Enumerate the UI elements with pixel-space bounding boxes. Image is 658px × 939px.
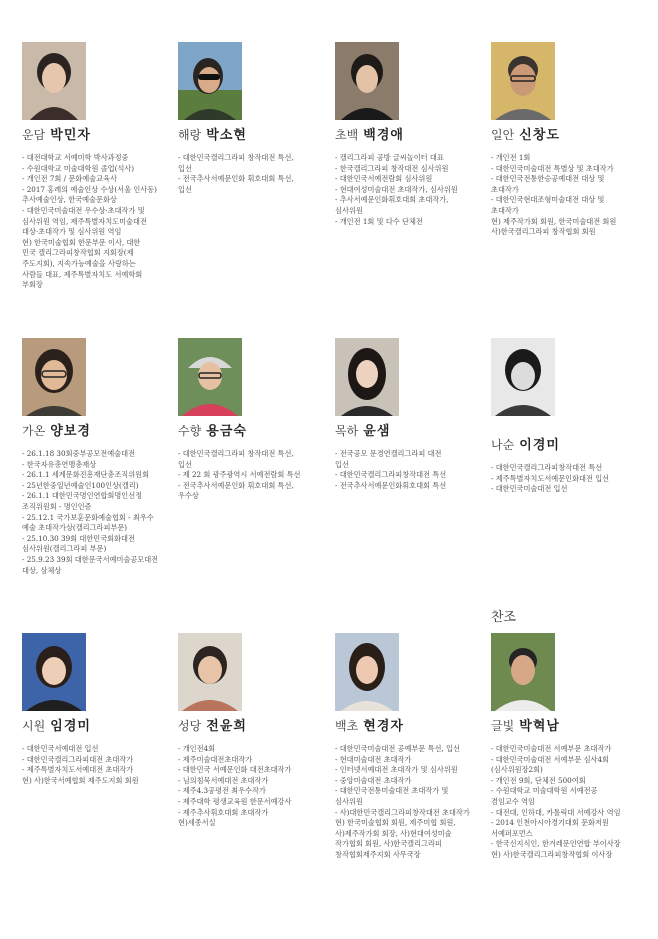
bio-line: 서예퍼포먼스 <box>491 828 533 838</box>
artist-bio <box>22 744 172 786</box>
artist-name: 용금숙 <box>206 424 247 439</box>
artist-name: 박혁남 <box>519 719 560 734</box>
bio-line: - 님의침묵서예대전 초대작가 <box>178 775 269 785</box>
bio-line: - 25.12.1 국가보훈문화예술협회 - 최우수 <box>22 512 154 522</box>
bio-line: - 추사서예문인화휘호대회 초대작가, <box>335 195 449 205</box>
artist-pen-name: 초백 <box>335 128 359 142</box>
bio-line: - 대한민국캘리그라피대전 초대작가 <box>22 754 134 764</box>
bio-line: 민국 캘리그라피창작협회 지회장(제 <box>22 248 134 258</box>
bio-line: 주도지회), 지속가능예술을 사랑하는 <box>22 258 136 268</box>
bio-line: - 대한민국미술대전 우수상·초대작가 및 <box>22 205 145 215</box>
bio-line: 대상·초대작가 및 심사위원 역임 <box>22 227 122 237</box>
bio-line: 사)한국캘리그라피 창작협회 회원 <box>491 227 596 237</box>
bio-line: - 캘리그라피 공방 글씨놀이터 대표 <box>335 153 444 162</box>
artist-bio <box>22 449 172 576</box>
artist-card <box>491 338 641 495</box>
artist-name: 박소현 <box>206 128 247 143</box>
artist-bio <box>335 153 485 227</box>
artist-pen-name: 나순 <box>491 438 515 452</box>
bio-line: - 2014 인천아시아경기대회 문화저원 <box>491 818 609 828</box>
artist-photo <box>178 633 242 711</box>
bio-line: - 26.1.1 세계문화진흥재단총조직위원회 <box>22 470 150 480</box>
bio-line: - 25.10.30 39회 대한민국회화대전 <box>22 533 135 543</box>
artist-pen-name: 가온 <box>22 424 46 438</box>
bio-line: 심사위원(캘리그라피 부문) <box>22 544 107 554</box>
bio-line: - 현대미술대전 초대작가 <box>335 754 412 764</box>
artist-photo <box>335 633 399 711</box>
bio-line: 심사위원 <box>335 796 363 806</box>
bio-line: - 수원대학교 미술대학원 서예전공 <box>491 786 598 796</box>
artist-pen-name: 성당 <box>178 719 202 733</box>
artist-card <box>335 338 485 491</box>
bio-line: - 중앙미술대전 초대작가 <box>335 775 412 785</box>
bio-line: - 현대여성미술대전 초대작가, 심사위원 <box>335 184 458 194</box>
bio-line: 예술 초대작가상(캘리그라피부문) <box>22 523 128 533</box>
artist-photo <box>178 42 242 120</box>
bio-line: - 전국추사서예문인화휘호대회 특선 <box>335 480 447 490</box>
artist-photo <box>335 338 399 416</box>
bio-line: 부회장 <box>22 280 43 290</box>
artist-card <box>335 42 485 227</box>
artist-pen-name: 시원 <box>22 719 46 733</box>
artist-card <box>22 633 172 786</box>
bio-line: - 2017 홍례의 예술인상 수상(서울 인사동) <box>22 184 157 194</box>
artist-bio <box>178 449 328 502</box>
bio-line: - 개인전 1회 <box>491 153 531 162</box>
bio-line: - 대한민국전통한승공예대전 대상 및 <box>491 174 605 184</box>
bio-line: - 대한민국캘리그라피창작대전 특선 <box>491 463 603 472</box>
bio-line: - 전국추사서예문인화 휘호대회 특선, <box>178 174 294 184</box>
bio-line: - 26.1.1 대한민국명인연합회명인선정 <box>22 491 143 501</box>
artist-card <box>178 633 328 829</box>
bio-line: - 한국자유총연맹총재상 <box>22 459 97 469</box>
bio-line: - 대한민국미술대전 서예부문 심사4회 <box>491 754 610 764</box>
artist-pen-name: 운담 <box>22 128 46 142</box>
bio-line: - 전국추사서예문인화 휘호대회 특선, <box>178 480 294 490</box>
artist-card <box>22 338 172 576</box>
bio-line: - 제주미술대전초대작가 <box>178 754 253 764</box>
bio-line: - 개인전 7회 / 문화예술교육사 <box>22 174 117 184</box>
artist-pen-name: 목하 <box>335 424 359 438</box>
bio-line: - 한국캘리그라피 창작대전 심사위원 <box>335 163 449 173</box>
bio-line: - 제주특별자치도서예대전 초대작가 <box>22 765 134 775</box>
bio-line: 현) 사)한국캘리그라피창작협회 이사장 <box>491 849 613 859</box>
bio-line: 작가협회 회원, 사)한국캘리그라피 <box>335 839 442 849</box>
bio-line: - 대한민국미술대전 특별상 및 초대작가 <box>491 163 614 173</box>
bio-line: - 대한민국미술대전 공예부문 특선, 입선 <box>335 744 460 753</box>
bio-line: 입선 <box>178 163 192 173</box>
artist-pen-name: 백초 <box>335 719 359 733</box>
artist-photo <box>491 42 555 120</box>
bio-line: - 개인전 9회, 단체전 500여회 <box>491 775 586 785</box>
artist-photo <box>491 633 555 711</box>
bio-line: 심사위원 <box>335 205 363 215</box>
artist-bio <box>22 153 172 291</box>
bio-line: 사람들 대표, 제주특별자치도 서예학회 <box>22 269 143 279</box>
artist-bio <box>491 744 641 861</box>
bio-line: - 대한민국캘리그라피 창작대전 특선, <box>178 153 294 162</box>
artist-card <box>22 42 172 291</box>
artist-pen-name: 글빛 <box>491 719 515 733</box>
bio-line: - 대한민국미술대전 서예부문 초대작가 <box>491 744 612 753</box>
artist-bio <box>335 744 485 861</box>
bio-line: (심사위원장2회) <box>491 765 543 775</box>
bio-line: 초대작가 <box>491 184 519 194</box>
bio-line: - 25년한중일년예술인100인상(캘리) <box>22 480 139 490</box>
artist-card <box>491 633 641 861</box>
bio-line: - 대한민국전통미술대전 초대작가 및 <box>335 786 449 796</box>
bio-line: 겸임교수 역임 <box>491 796 535 806</box>
bio-line: - 수원대학교 미술대학원 졸업(석사) <box>22 163 135 173</box>
artist-name: 윤샘 <box>363 424 391 439</box>
bio-line: 현)세종서실 <box>178 818 216 828</box>
bio-line: 현) 사)한국서예협회 제주도지회 회원 <box>22 775 139 785</box>
bio-line: 현) 한국미술협회 회원, 제주미협 회원, <box>335 818 456 828</box>
artist-pen-name: 일안 <box>491 128 515 142</box>
bio-line: - 제 22 회 광주광역시 서예전람회 특선 <box>178 470 301 480</box>
artist-card <box>178 338 328 502</box>
artist-name: 백경애 <box>363 128 404 143</box>
bio-line: 입선 <box>178 459 192 469</box>
bio-line: - 25.9.23 39회 대한문국서예미술공모대전 <box>22 554 159 564</box>
bio-line: - 대한민국캘리그라피창작대전 특선 <box>335 470 447 480</box>
artist-name: 전윤희 <box>206 719 247 734</box>
bio-line: - 26.1.18 30회중부공모전예술대전 <box>22 449 136 458</box>
bio-line: 추사예술인상, 한국예술문화상 <box>22 195 117 205</box>
bio-line: - 한국신지식인, 한겨레문인연합 부이사장 <box>491 839 621 849</box>
artist-card <box>178 42 328 195</box>
bio-line: 창작협회제주지회 사무국장 <box>335 849 421 859</box>
section-label-sponsor: 찬조 <box>491 610 517 625</box>
bio-line: 심사위원 역임, 제주특별자치도미술대전 <box>22 216 147 226</box>
bio-line: - 인터넷서예대전 초대작가 및 심사위원 <box>335 765 458 775</box>
bio-line: - 개인전4회 <box>178 744 216 753</box>
bio-line: - 대전대학교 서예미학 박사과정중 <box>22 153 129 162</box>
artist-name: 신창도 <box>519 128 560 143</box>
bio-line: - 전국공모 문경연캘리그라피 대전 <box>335 449 442 458</box>
bio-line: 우수상 <box>178 491 199 501</box>
artist-photo <box>22 338 86 416</box>
artist-bio <box>491 463 641 495</box>
artist-pen-name: 해랑 <box>178 128 202 142</box>
artist-pen-name: 수향 <box>178 424 202 438</box>
bio-line: - 제주특별자치도서예문인화대전 입선 <box>491 473 610 483</box>
artist-card <box>491 42 641 238</box>
artist-bio <box>178 744 328 829</box>
bio-line: - 제주4.3공평전 최우수작가 <box>178 786 266 796</box>
bio-line: - 대한민국서예대전 입선 <box>22 744 99 753</box>
artist-photo <box>491 338 555 416</box>
bio-line: 초대작가 <box>491 205 519 215</box>
bio-line: 현) 한국미술협회 한문부문 이사, 대한 <box>22 237 141 247</box>
artist-name: 이경미 <box>519 438 560 453</box>
bio-line: 현) 제주작가회 회원, 한국미술대전 회원 <box>491 216 617 226</box>
bio-line: - 대한민국서예전람회 심사위원 <box>335 174 433 184</box>
artist-photo <box>22 42 86 120</box>
artist-bio <box>178 153 328 195</box>
bio-line: - 대한민국캘리그라피 창작대전 특선, <box>178 449 294 458</box>
artist-card <box>335 633 485 861</box>
artist-photo <box>335 42 399 120</box>
bio-line: - 개인전 1회 및 다수 단체전 <box>335 216 423 226</box>
artist-bio <box>335 449 485 491</box>
bio-line: - 대전대, 인하대, 카톨릭대 서예강사 역임 <box>491 807 621 817</box>
bio-line: 조직위원회 - 명인인증 <box>22 501 92 511</box>
bio-line: - 제주추사휘호대회 초대작가 <box>178 807 269 817</box>
bio-line: 대상, 삼체상 <box>22 565 62 575</box>
bio-line: 입선 <box>335 459 349 469</box>
artist-name: 현경자 <box>363 719 404 734</box>
artist-name: 양보경 <box>50 424 91 439</box>
bio-line: 입선 <box>178 184 192 194</box>
artist-name: 임경미 <box>50 719 91 734</box>
bio-line: - 대한민국 서예문인화 대전초대작가 <box>178 765 292 775</box>
bio-line: 사)제주작가회 회장, 사)현대여성미술 <box>335 828 452 838</box>
bio-line: - 대한민국미술대전 입선 <box>491 484 568 494</box>
bio-line: - 제주대학 평생교육원 한문서예강사 <box>178 796 292 806</box>
artist-photo <box>22 633 86 711</box>
bio-line: - 사)대한민국캘리그라피창작대전 초대작가 <box>335 807 470 817</box>
bio-line: - 대한민국현대조형미술대전 대상 및 <box>491 195 605 205</box>
artist-photo <box>178 338 242 416</box>
artist-bio <box>491 153 641 238</box>
artist-name: 박민자 <box>50 128 91 143</box>
